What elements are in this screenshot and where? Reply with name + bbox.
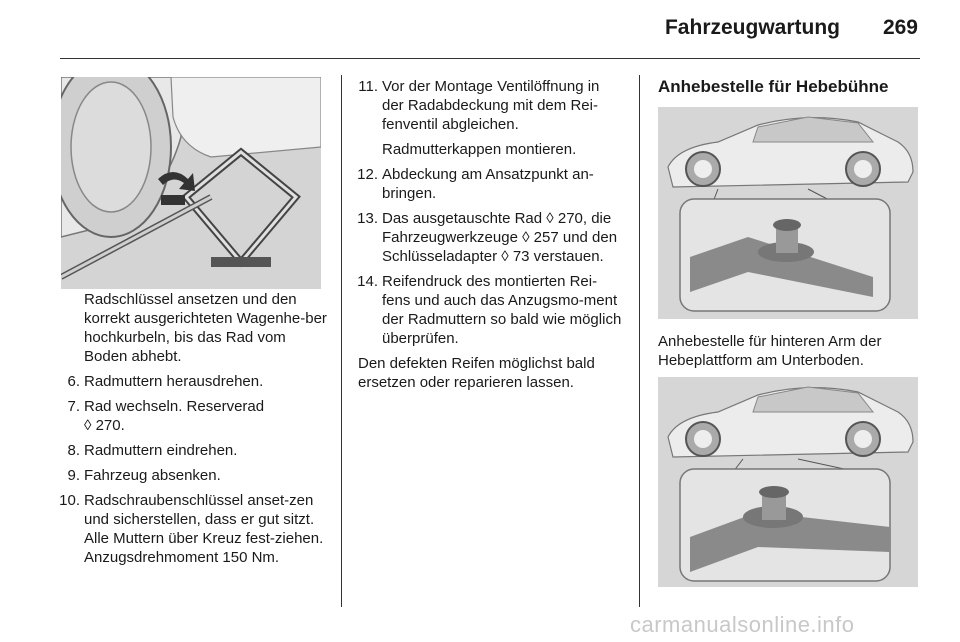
page-title: Fahrzeugwartung <box>664 16 840 39</box>
step-11-subtext: Radmutterkappen montieren. <box>382 141 577 158</box>
list-item: 6. Radmuttern herausdrehen. <box>67 373 264 390</box>
column-2 <box>352 77 624 398</box>
list-item: 11. Vor der Montage Ventilöffnung in der Radabdeckung mit dem Rei-fenventil abgleichen. <box>358 78 600 133</box>
column-divider-right <box>639 75 640 607</box>
figure-caption: Anhebestelle für hinteren Arm der Hebeplattform am Unterboden. <box>658 333 882 369</box>
column-divider-left <box>341 75 342 607</box>
list-item: 13. Das ausgetauschte Rad ◊ 270, die Fahrzeugwerkzeuge ◊ 257 und den Schlüsseladapter ◊ 73 verstauen. <box>357 210 618 265</box>
column-3 <box>658 77 920 104</box>
section-heading: Anhebestelle für Hebebühne <box>658 77 889 96</box>
page-header <box>0 0 960 60</box>
watermark: carmanualsonline.info <box>630 612 855 637</box>
lift-point-rear-illustration <box>658 377 918 587</box>
jack-illustration <box>61 77 321 289</box>
list-item: 14. Reifendruck des montierten Rei-fens und auch das Anzugsmo-ment der Radmuttern so bald wie möglich überprüfen. <box>357 273 622 347</box>
page-number: 269 <box>882 16 918 39</box>
list-item: 10. Radschraubenschlüssel anset-zen und sicherstellen, dass er gut sitzt. Alle Muttern über Kreuz fest-ziehen. Anzugsdrehmoment 150 Nm. <box>59 492 324 566</box>
list-item: 8. Radmuttern eindrehen. <box>67 442 238 459</box>
list-item: 12. Abdeckung am Ansatzpunkt an-bringen. <box>357 166 594 202</box>
column-1 <box>40 290 332 573</box>
list-item: 9. Fahrzeug absenken. <box>67 467 221 484</box>
lift-point-front-illustration <box>658 107 918 319</box>
step-5-text: Radschlüssel ansetzen und den korrekt ausgerichteten Wagenhe-ber hochkurbeln, bis das Rad vom Boden abhebt. <box>84 291 327 365</box>
closing-paragraph: Den defekten Reifen möglichst bald ersetzen oder reparieren lassen. <box>358 355 595 391</box>
header-divider <box>60 58 920 59</box>
page-reference[interactable]: ◊ 270. <box>84 417 125 434</box>
list-item: 7. Rad wechseln. Reserverad ◊ 270. <box>67 398 265 434</box>
